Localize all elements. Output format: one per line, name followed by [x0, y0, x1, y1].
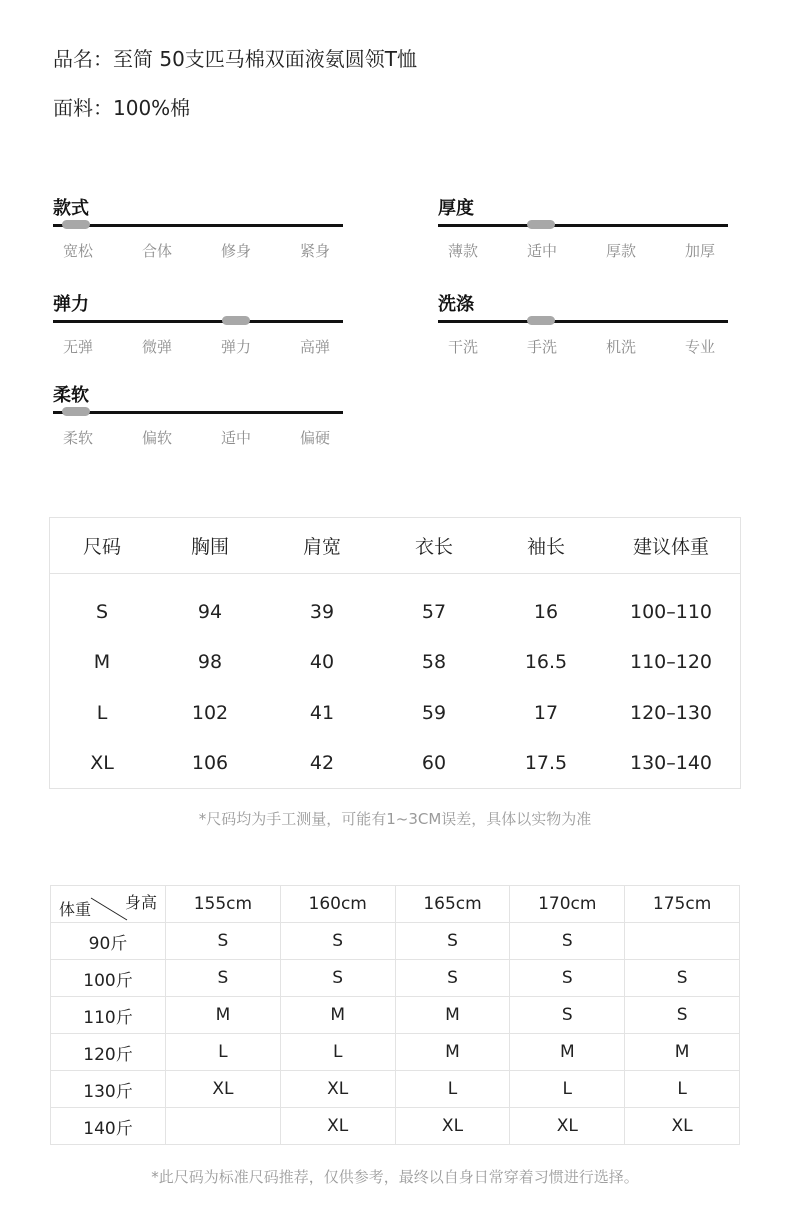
size-cell: 42	[309, 751, 335, 774]
recommend-size-cell: XL	[625, 1108, 740, 1145]
recommend-size-cell: XL	[395, 1108, 510, 1145]
corner-height-label: 身高	[124, 893, 157, 912]
corner-weight-label: 体重	[59, 900, 92, 919]
recommend-row	[51, 923, 740, 960]
attribute-option: 手洗	[527, 338, 558, 356]
size-cell: 100–110	[629, 601, 713, 624]
attribute-option: 适中	[221, 429, 252, 447]
attribute-indicator	[62, 407, 90, 416]
size-cell: XL	[90, 751, 114, 774]
attribute-option: 机洗	[606, 338, 637, 356]
attribute-option: 加厚	[685, 242, 716, 260]
recommend-size-cell: S	[510, 997, 625, 1034]
header-weight: 建议体重	[602, 518, 741, 574]
recommend-size-cell: XL	[510, 1108, 625, 1145]
size-row	[50, 738, 741, 789]
product-material: 面料：100%棉	[53, 96, 191, 120]
size-cell: M	[93, 651, 111, 674]
recommend-size-cell: S	[510, 960, 625, 997]
weight-cell: 120斤	[51, 1034, 166, 1071]
size-cell: 130–140	[629, 751, 713, 774]
attribute-title: 弹力	[53, 294, 89, 315]
attribute-option: 干洗	[448, 338, 479, 356]
size-cell: S	[95, 601, 109, 624]
size-cell: 102	[191, 701, 229, 724]
size-cell: 39	[309, 601, 335, 624]
recommend-size-cell: XL	[166, 1071, 281, 1108]
attribute-option: 厚款	[606, 242, 637, 260]
attribute-title: 柔软	[53, 385, 89, 406]
size-cell: 16.5	[524, 651, 568, 674]
recommend-row	[51, 1071, 740, 1108]
attribute-option: 合体	[142, 242, 173, 260]
size-cell: 60	[421, 751, 447, 774]
weight-cell: 130斤	[51, 1071, 166, 1108]
attribute-title: 款式	[53, 198, 89, 219]
size-cell: 58	[421, 651, 447, 674]
size-cell: 120–130	[629, 701, 713, 724]
recommend-size-cell: L	[166, 1034, 281, 1071]
header-length: 衣长	[378, 518, 490, 574]
recommend-size-cell	[166, 1108, 281, 1145]
recommend-size-cell: M	[510, 1034, 625, 1071]
attribute-indicator	[62, 220, 90, 229]
size-cell: 110–120	[629, 651, 713, 674]
height-header: 160cm	[280, 886, 395, 923]
size-cell: 17	[533, 701, 559, 724]
height-header: 165cm	[395, 886, 510, 923]
attribute-option: 弹力	[221, 338, 252, 356]
size-row	[50, 637, 741, 687]
size-table-header	[50, 518, 741, 574]
attribute-track	[53, 224, 343, 227]
product-name: 品名：至简 50支匹马棉双面液氨圆领T恤	[53, 47, 418, 71]
attribute-option: 偏硬	[300, 429, 331, 447]
attribute-group	[53, 290, 343, 370]
attribute-track	[438, 224, 728, 227]
size-cell: 57	[421, 601, 447, 624]
attribute-title: 厚度	[438, 198, 474, 219]
attribute-option: 薄款	[448, 242, 479, 260]
attribute-option: 柔软	[63, 429, 94, 447]
size-cell: L	[96, 701, 108, 724]
size-cell: 106	[191, 751, 229, 774]
recommend-size-cell: M	[395, 1034, 510, 1071]
recommend-header-row	[51, 886, 740, 923]
header-shoulder: 肩宽	[266, 518, 378, 574]
size-cell: 40	[309, 651, 335, 674]
recommend-size-cell: S	[395, 923, 510, 960]
recommend-size-cell: S	[280, 923, 395, 960]
recommend-size-cell	[625, 923, 740, 960]
size-cell: 41	[309, 701, 335, 724]
size-row	[50, 574, 741, 638]
size-note: *尺码均为手工测量，可能有1~3CM误差，具体以实物为准	[198, 810, 592, 828]
size-cell: 17.5	[524, 751, 568, 774]
recommend-row	[51, 960, 740, 997]
recommend-note: *此尺码为标准尺码推荐，仅供参考，最终以自身日常穿着习惯进行选择。	[151, 1168, 639, 1186]
attribute-track	[53, 411, 343, 414]
recommend-size-cell: S	[166, 923, 281, 960]
attribute-indicator	[222, 316, 250, 325]
attribute-option: 适中	[527, 242, 558, 260]
recommend-size-cell: S	[395, 960, 510, 997]
recommend-size-cell: L	[280, 1034, 395, 1071]
header-sleeve: 袖长	[490, 518, 602, 574]
size-cell: 98	[197, 651, 223, 674]
attribute-option: 无弹	[63, 338, 94, 356]
recommend-size-cell: M	[280, 997, 395, 1034]
recommend-table	[50, 885, 740, 1145]
attribute-option: 高弹	[300, 338, 331, 356]
height-header: 155cm	[166, 886, 281, 923]
header-size: 尺码	[50, 518, 155, 574]
attribute-group	[438, 290, 728, 370]
weight-cell: 110斤	[51, 997, 166, 1034]
recommend-size-cell: S	[625, 960, 740, 997]
header-chest: 胸围	[154, 518, 266, 574]
size-cell: 94	[197, 601, 223, 624]
height-header: 170cm	[510, 886, 625, 923]
recommend-size-cell: M	[166, 997, 281, 1034]
recommend-size-cell: XL	[280, 1071, 395, 1108]
size-cell: 16	[533, 601, 559, 624]
attribute-option: 紧身	[300, 242, 331, 260]
attribute-option: 专业	[685, 338, 716, 356]
recommend-size-cell: XL	[280, 1108, 395, 1145]
attribute-option: 偏软	[142, 429, 173, 447]
size-table	[49, 517, 741, 789]
attribute-option: 宽松	[63, 242, 94, 260]
recommend-size-cell: L	[625, 1071, 740, 1108]
height-header: 175cm	[625, 886, 740, 923]
attribute-indicator	[527, 220, 555, 229]
attribute-title: 洗涤	[438, 294, 474, 315]
attribute-group	[438, 194, 728, 274]
recommend-size-cell: S	[280, 960, 395, 997]
recommend-size-cell: S	[625, 997, 740, 1034]
recommend-row	[51, 1108, 740, 1145]
recommend-size-cell: M	[395, 997, 510, 1034]
recommend-size-cell: L	[510, 1071, 625, 1108]
recommend-row	[51, 1034, 740, 1071]
weight-cell: 100斤	[51, 960, 166, 997]
recommend-size-cell: S	[166, 960, 281, 997]
attribute-group	[53, 381, 343, 461]
attribute-option: 修身	[221, 242, 252, 260]
recommend-size-cell: S	[510, 923, 625, 960]
recommend-size-cell: M	[625, 1034, 740, 1071]
weight-cell: 90斤	[51, 923, 166, 960]
size-cell: 59	[421, 701, 447, 724]
attribute-track	[438, 320, 728, 323]
attribute-track	[53, 320, 343, 323]
attribute-group	[53, 194, 343, 274]
recommend-size-cell: L	[395, 1071, 510, 1108]
recommend-row	[51, 997, 740, 1034]
weight-cell: 140斤	[51, 1108, 166, 1145]
attribute-option: 微弹	[142, 338, 173, 356]
attribute-indicator	[527, 316, 555, 325]
corner-cell	[51, 886, 166, 923]
size-row	[50, 688, 741, 738]
